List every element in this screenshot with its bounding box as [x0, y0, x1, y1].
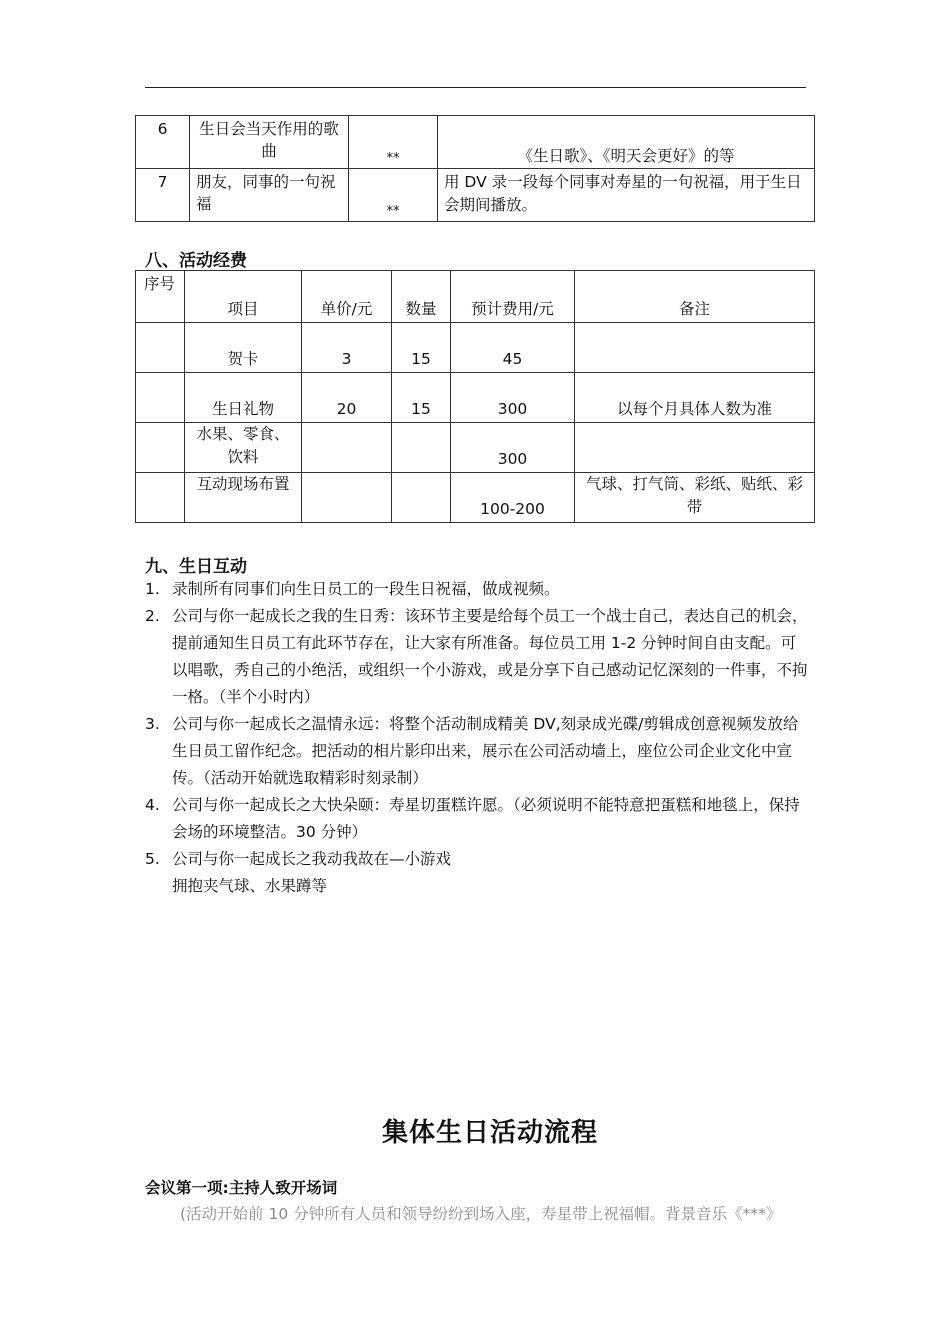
table-row	[136, 116, 815, 169]
row-note	[575, 423, 815, 473]
row-stars: **	[349, 116, 438, 169]
list-text: 公司与你一起成长之大快朵颐：寿星切蛋糕许愿。（必须说明不能特意把蛋糕和地毯上，保持会场的环境整洁。30 分钟）	[172, 796, 800, 841]
header-no: 序号	[136, 271, 185, 323]
row-note: 以每个月具体人数为准	[575, 373, 815, 423]
row-item: 贺卡	[185, 323, 302, 373]
row-cost: 45	[451, 323, 575, 373]
header-note: 备注	[575, 271, 815, 323]
list-number: 3.	[145, 715, 160, 733]
row-price: 3	[302, 323, 392, 373]
list-text: 录制所有同事们向生日员工的一段生日祝福，做成视频。	[172, 580, 560, 598]
row-number	[136, 473, 185, 523]
table-row	[136, 323, 815, 373]
interaction-heading: 九、生日互动	[145, 557, 247, 577]
row-item: 生日礼物	[185, 373, 302, 423]
row-number: 7	[136, 169, 190, 222]
header-qty: 数量	[392, 271, 451, 323]
row-note: 用 DV 录一段每个同事对寿星的一句祝福，用于生日会期间播放。	[438, 169, 815, 222]
list-item	[145, 603, 810, 711]
interaction-list	[145, 576, 810, 900]
list-item	[145, 711, 810, 792]
row-item: 朋友，同事的一句祝福	[190, 169, 349, 222]
table-header-row	[136, 271, 815, 323]
row-qty: 15	[392, 323, 451, 373]
header-price: 单价/元	[302, 271, 392, 323]
table-row	[136, 373, 815, 423]
row-qty	[392, 423, 451, 473]
header-cost: 预计费用/元	[451, 271, 575, 323]
budget-heading: 八、活动经费	[145, 251, 247, 271]
list-text: 公司与你一起成长之我动我故在—小游戏	[172, 850, 452, 868]
row-price: 20	[302, 373, 392, 423]
row-number	[136, 423, 185, 473]
row-cost: 300	[451, 423, 575, 473]
list-number: 1.	[145, 580, 160, 598]
table-row	[136, 423, 815, 473]
row-note: 气球、打气筒、彩纸、贴纸、彩带	[575, 473, 815, 523]
row-item: 水果、零食、饮料	[185, 423, 302, 473]
list-item	[145, 846, 810, 900]
row-price	[302, 473, 392, 523]
row-item: 生日会当天作用的歌曲	[190, 116, 349, 169]
row-qty: 15	[392, 373, 451, 423]
header-rule	[145, 87, 806, 88]
list-number: 5.	[145, 850, 160, 868]
row-cost: 100-200	[451, 473, 575, 523]
list-text: 公司与你一起成长之温情永远：将整个活动制成精美 DV,刻录成光碟/剪辑成创意视频发放给生日员工留作纪念。把活动的相片影印出来，展示在公司活动墙上，座位公司企业文化中宣传。（活动开始就选取精彩时刻录制）	[172, 715, 799, 787]
row-qty	[392, 473, 451, 523]
schedule-table	[135, 115, 815, 222]
document-title: 集体生日活动流程	[381, 1118, 598, 1148]
row-price	[302, 423, 392, 473]
row-note	[575, 323, 815, 373]
list-item	[145, 792, 810, 846]
table-row	[136, 169, 815, 222]
row-note: 《生日歌》、《明天会更好》的等	[438, 116, 815, 169]
row-item: 互动现场布置	[185, 473, 302, 523]
table-row	[136, 473, 815, 523]
row-number	[136, 373, 185, 423]
row-cost: 300	[451, 373, 575, 423]
list-subtext: 拥抱夹气球、水果蹲等	[172, 877, 328, 895]
section-title: 会议第一项:主持人致开场词	[145, 1179, 338, 1197]
row-number: 6	[136, 116, 190, 169]
list-item	[145, 576, 810, 603]
header-item: 项目	[185, 271, 302, 323]
list-number: 2.	[145, 607, 160, 625]
section-paragraph: (活动开始前 10 分钟所有人员和领导纷纷到场入座，寿星带上祝福帽。背景音乐《***》	[180, 1205, 782, 1223]
row-stars: **	[349, 169, 438, 222]
list-text: 公司与你一起成长之我的生日秀：该环节主要是给每个员工一个战士自己，表达自己的机会，提前通知生日员工有此环节存在，让大家有所准备。每位员工用 1-2 分钟时间自由支配。可以唱歌，秀自己的小绝活，或组织一个小游戏，或是分享下自己感动记忆深刻的一件事，不拘一格。（半个小时内）	[172, 607, 808, 706]
budget-table	[135, 270, 815, 523]
row-number	[136, 323, 185, 373]
list-number: 4.	[145, 796, 160, 814]
